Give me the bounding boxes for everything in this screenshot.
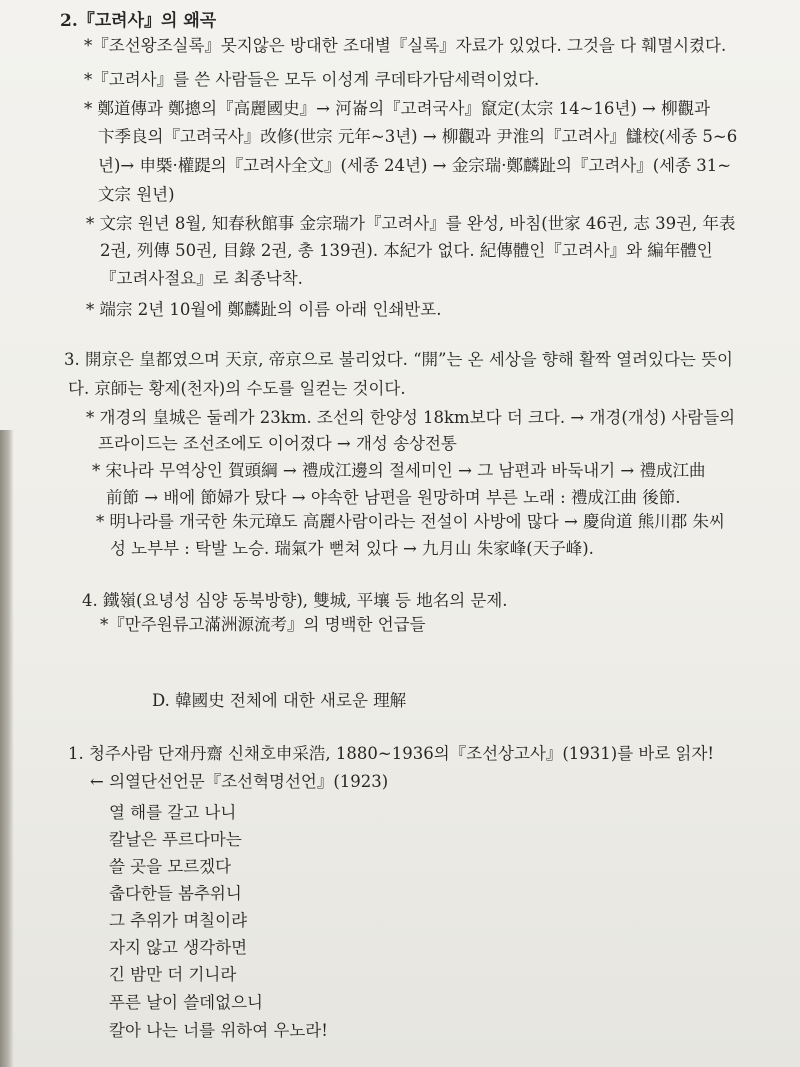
poem-line-5: 그 추위가 며칠이랴: [109, 911, 248, 930]
section-2-bullet-3-line-3: 년)→ 申槩·權踶의『고려사全文』(세종 24년) → 金宗瑞·鄭麟趾의『고려사』(세종 31~: [98, 156, 732, 175]
poem-line-8: 푸른 날이 쓸데없으니: [109, 993, 263, 1012]
section-3-bullet-3-line-2: 성 노부부 : 탁발 노승. 瑞氣가 뻗쳐 있다 → 九月山 朱家峰(天子峰).: [110, 539, 594, 558]
section-4-line-2: *『만주원류고滿洲源流考』의 명백한 언급들: [100, 615, 426, 634]
poem-line-1: 열 해를 갈고 나니: [109, 803, 237, 822]
section-2-bullet-2: *『고려사』를 쓴 사람들은 모두 이성계 쿠데타가담세력이었다.: [84, 70, 540, 89]
section-3-bullet-3-line-1: * 明나라를 개국한 朱元璋도 高麗사람이라는 전설이 사방에 많다 → 慶尙道 熊川郡 朱씨: [96, 512, 725, 531]
section-d-heading: D. 韓國史 전체에 대한 새로운 理解: [152, 691, 407, 710]
poem-line-3: 쓸 곳을 모르겠다: [109, 857, 232, 876]
section-1-line-2: ← 의열단선언문『조선혁명선언』(1923): [90, 772, 389, 791]
section-2-heading: 2.『고려사』의 왜곡: [60, 11, 217, 31]
section-2-bullet-5: * 端宗 2년 10월에 鄭麟趾의 이름 아래 인쇄반포.: [86, 300, 442, 319]
poem-line-2: 칼날은 푸르다마는: [109, 830, 242, 849]
section-2-bullet-3-line-1: * 鄭道傳과 鄭摠의『高麗國史』→ 河崙의『고려국사』竄定(太宗 14~16년) → 柳觀과: [84, 99, 711, 118]
section-4-line-1: 4. 鐵嶺(요녕성 심양 동북방향), 雙城, 平壤 등 地名의 문제.: [82, 591, 508, 610]
section-1-line-1: 1. 청주사람 단재丹齋 신채호申采浩, 1880~1936의『조선상고사』(1931)를 바로 읽자!: [68, 744, 715, 763]
section-3-bullet-1-line-2: 프라이드는 조선조에도 이어졌다 → 개성 송상전통: [98, 434, 457, 453]
poem-line-7: 긴 밤만 더 기니라: [109, 965, 237, 984]
section-2-bullet-3-line-2: 卞季良의『고려국사』改修(世宗 元年~3년) → 柳觀과 尹淮의『고려사』讎校(세종 5~6: [98, 127, 738, 146]
section-3-bullet-1-line-1: * 개경의 皇城은 둘레가 23km. 조선의 한양성 18km보다 더 크다. → 개경(개성) 사람들의: [86, 408, 736, 427]
section-3-bullet-2-line-2: 前節 → 배에 節婦가 탔다 → 야속한 남편을 원망하며 부른 노래 : 禮成江曲 後節.: [106, 488, 681, 507]
section-2-bullet-4-line-3: 『고려사절요』로 최종낙착.: [100, 269, 303, 288]
poem-line-9: 칼아 나는 너를 위하여 우노라!: [109, 1021, 328, 1040]
section-2-bullet-4-line-2: 2권, 列傳 50권, 目錄 2권, 총 139권). 本紀가 없다. 紀傳體인『고려사』와 編年體인: [100, 241, 713, 260]
section-3-bullet-2-line-1: * 宋나라 무역상인 賀頭綱 → 禮成江邊의 절세미인 → 그 남편과 바둑내기 → 禮成江曲: [92, 461, 706, 480]
section-2-bullet-4-line-1: * 文宗 원년 8월, 知春秋館事 金宗瑞가『고려사』를 완성, 바침(世家 46권, 志 39권, 年表: [86, 214, 736, 233]
section-3-line-2: 다. 京師는 황제(천자)의 수도를 일컫는 것이다.: [68, 379, 406, 398]
poem-line-6: 자지 않고 생각하면: [109, 938, 248, 957]
section-2-bullet-3-line-4: 文宗 원년): [98, 185, 175, 204]
page-edge-shadow: [0, 430, 14, 1067]
poem-line-4: 춥다한들 봄추위니: [109, 884, 242, 903]
section-3-line-1: 3. 開京은 皇都였으며 天京, 帝京으로 불리었다. “開”는 온 세상을 향해 활짝 열려있다는 뜻이: [64, 350, 733, 369]
section-2-bullet-1: *『조선왕조실록』못지않은 방대한 조대별『실록』자료가 있었다. 그것을 다 훼멸시켰다.: [84, 36, 727, 55]
